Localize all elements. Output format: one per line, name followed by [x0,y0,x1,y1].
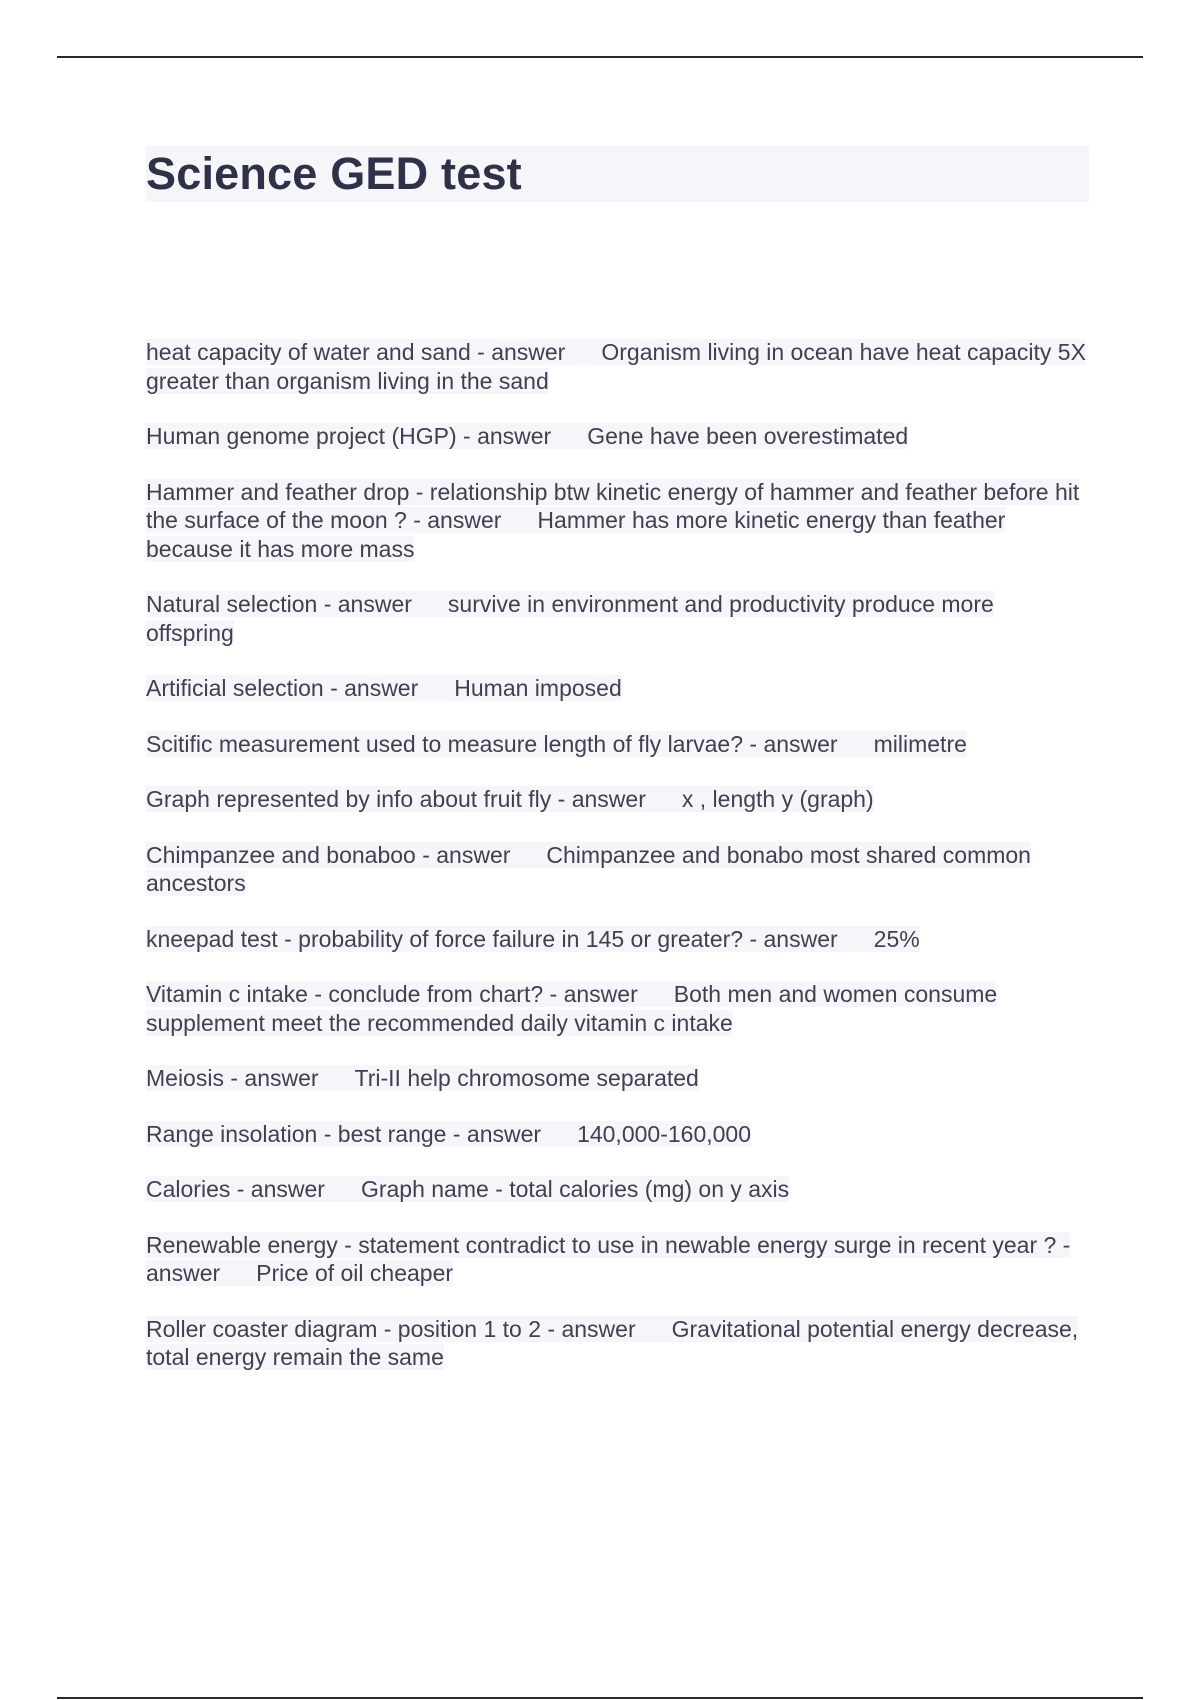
qa-question: Roller coaster diagram - position 1 to 2 - answer [146,1315,636,1342]
qa-item [146,422,1086,451]
qa-item [146,1175,1086,1204]
qa-item [146,980,1086,1037]
qa-item [146,590,1086,647]
page-title: Science GED test [146,148,522,199]
qa-answer: Both men and women consume supplement meet the recommended daily vitamin c intake [146,981,998,1036]
qa-item [146,674,1086,703]
qa-answer: Organism living in ocean have heat capacity 5X greater than organism living in the sand [146,339,1086,394]
bottom-rule [57,1697,1143,1699]
qa-answer: milimetre [873,730,967,757]
qa-question: Renewable energy - statement contradict to use in newable energy surge in recent year ? - answer [146,1231,1071,1286]
qa-question: Artificial selection - answer [146,675,419,701]
qa-question: Scitific measurement used to measure length of fly larvae? - answer [146,730,838,757]
qa-answer: Graph name - total calories (mg) on y axis [360,1176,790,1202]
qa-question: Calories - answer [146,1176,325,1202]
qa-item [146,785,1086,814]
qa-question: Range insolation - best range - answer [146,1120,542,1147]
top-rule [57,56,1143,58]
qa-answer: Human imposed [454,675,622,701]
qa-answer: 140,000-160,000 [577,1120,751,1147]
qa-answer: Chimpanzee and bonabo most shared common ancestors [146,841,1031,896]
qa-answer: Hammer has more kinetic energy than feather because it has more mass [146,507,1006,562]
qa-answer: survive in environment and productivity produce more offspring [146,591,994,646]
qa-item [146,478,1086,564]
qa-item [146,1120,1086,1149]
qa-question: Meiosis - answer [146,1065,319,1091]
qa-question: Hammer and feather drop - relationship btw kinetic energy of hammer and feather before hit the surface of the moon ? - answer [146,478,1080,533]
qa-answer: Gene have been overestimated [587,423,909,449]
qa-answer: Gravitational potential energy decrease, total energy remain the same [146,1315,1079,1370]
qa-item [146,730,1086,759]
qa-answer: x , length y (graph) [681,786,874,812]
qa-question: heat capacity of water and sand - answer [146,339,566,365]
qa-item [146,1315,1086,1372]
qa-item [146,925,1086,954]
qa-item [146,338,1086,395]
qa-question: Vitamin c intake - conclude from chart? - answer [146,981,638,1007]
qa-question: Chimpanzee and bonaboo - answer [146,841,511,868]
qa-question: Human genome project (HGP) - answer [146,423,552,449]
qa-answer: Tri-II help chromosome separated [354,1065,699,1091]
qa-list [146,338,1086,1399]
qa-item [146,1064,1086,1093]
qa-question: Graph represented by info about fruit fly - answer [146,786,646,812]
qa-item [146,841,1086,898]
qa-question: kneepad test - probability of force failure in 145 or greater? - answer [146,925,838,952]
qa-item [146,1231,1086,1288]
qa-question: Natural selection - answer [146,591,412,617]
qa-answer: Price of oil cheaper [256,1260,454,1286]
qa-answer: 25% [873,925,920,952]
